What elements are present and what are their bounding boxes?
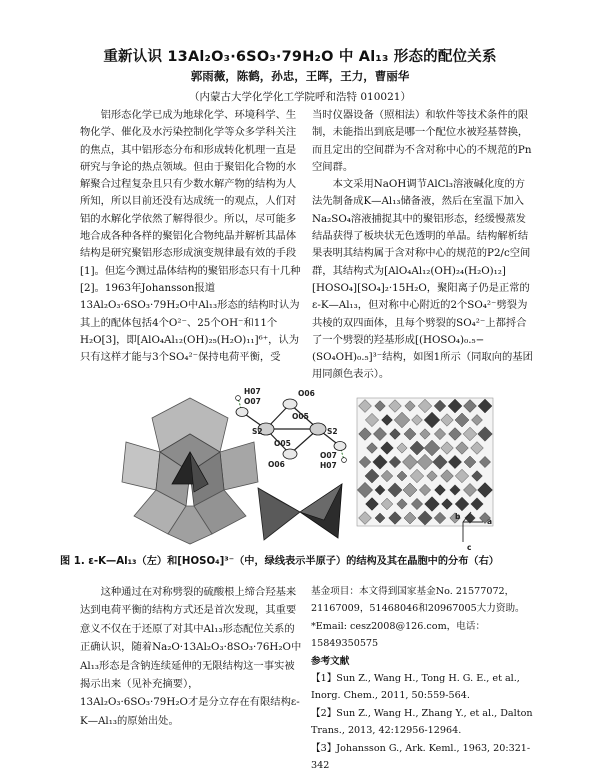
atom-label-o06b: O06: [268, 460, 285, 469]
axis-label-c: c: [467, 543, 472, 552]
footer-notes: [311, 583, 539, 774]
paragraph: 当时仪器设备（照相法）和软件等技术条件的限制，未能指出到底是哪一个配位水被羟基替换，而且定出的空间群为不含对称中心的不规范的Pn空间群。: [312, 109, 532, 173]
email-note: *Email: cesz2008@126.com，电话：15849350575: [311, 620, 486, 650]
body-column-left-top: [80, 107, 303, 366]
atom-label-h07b: H07: [320, 461, 337, 470]
body-column-right-top: [312, 107, 534, 384]
body-column-left-bottom: [80, 583, 302, 730]
axis-label-a: a: [487, 517, 493, 526]
atom-label-o05b: O05: [274, 439, 291, 448]
reference-item: 【3】Johansson G., Ark. Keml., 1963, 20:321-342: [311, 742, 531, 772]
atom-label-s2: S2: [252, 427, 263, 436]
figure-caption: 图 1. ε-K—Al₁₃（左）和[HOSO₄]³⁻（中，绿线表示半原子）的结构及其在晶胞中的分布（右）: [60, 556, 499, 567]
paragraph: 本文采用NaOH调节AlCl₃溶液碱化度的方法先制备成K—Al₁₃储备液，然后在室温下加入Na₂SO₄溶液捕捉其中的聚铝形态，经缓慢蒸发结晶获得了板块状无色透明的单晶。结构解析结果表明其结构属于含对称中心的规范的P2/c空间群，其结构式为[AlO₄Al₁₂(OH)₂₄(H₂O)₁₂][HOSO₄][SO₄]₂·15H₂O，聚阳离子仍是正常的ε-K—Al₁₃，但对称中心附近的2个SO₄²⁻劈裂为共棱的双四面体，且每个劈裂的SO₄²⁻上都捋合了一个劈裂的羟基形成[(HOSO₄)₀.₅−(SO₄OH)₀.₅]³⁻结构，如图1所示（同取向的基团用同颜色表示）。: [312, 178, 533, 381]
atom-label-o05: O05: [292, 412, 309, 421]
axis-label-b: b: [455, 512, 461, 521]
atom-label-h07: H07: [244, 387, 261, 396]
hoso4-ellipsoid-figure: [228, 384, 353, 474]
reference-item: 【2】Sun Z., Wang H., Zhang Y., et al., Dalton Trans., 2013, 42:12956-12964.: [311, 707, 533, 737]
reference-item: 【1】Sun Z., Wang H., Tong H. G. E., et al., Inorg. Chem., 2011, 50:559-564.: [311, 673, 520, 702]
paragraph: 这种通过在对称劈裂的硫酸根上缔合羟基来达到电荷平衡的结构方式还是首次发现，其重要意义不仅在于还原了对其中Al₁₃形态配位关系的正确认识，随着Na₂O·13Al₂O₃·8SO₃·76H₂O中Al₁₃形态是含钠连续延伸的无限结构这一事实被揭示出来（见补充摘要），13Al₂O₃·6SO₃·79H₂O才是分立存在有限结构ε-K—Al₁₃的原始出处。: [80, 586, 302, 727]
atom-label-o07: O07: [244, 397, 261, 406]
atom-label-o06: O06: [298, 389, 315, 398]
unit-cell-packing-figure: [355, 394, 500, 554]
references-heading: 参考文献: [311, 655, 350, 667]
affiliation: （内蒙古大学化学化工学院呼和浩特 010021）: [189, 91, 411, 103]
double-tetrahedra-figure: [228, 470, 368, 552]
atom-label-o07b: O07: [320, 451, 337, 460]
author-list: 郭雨薇，陈鹤，孙忠，王晖，王力，曹丽华: [190, 69, 410, 83]
paper-title: 重新认识 13Al₂O₃·6SO₃·79H₂O 中 Al₁₃ 形态的配位关系: [103, 49, 497, 65]
paragraph: 铝形态化学已成为地球化学、环境科学、生物化学、催化及水污染控制化学等众多学科关注的焦点，其中铝形态分布和形成转化机理一直是研究与争论的热点领域。但由于聚铝化合物的水解聚合过程复杂且只有少数水解产物的结构为人所知，所以目前还没有达成统一的观点，人们对铝的水解化学依然了解得很少。所以，尽可能多地合成各种各样的聚铝化合物纯晶并解析其晶体结构是研究聚铝形态形成演变规律最有效的手段[1]。但迄今测过晶体结构的聚铝形态只有十几种[2]。1963年Johansson报道13Al₂O₃·6SO₃·79H₂O中Al₁₃形态的结构时认为其上的配体包括4个O²⁻、25个OH⁻和11个H₂O[3]，即[AlO₄Al₁₂(OH)₂₅(H₂O)₁₁]⁶⁺，认为只有这样才能与3个SO₄²⁻保持电荷平衡，受: [80, 109, 301, 364]
funding-note: 基金项目：本文得到国家基金No. 21577072，21167009，51468046和20967005大力资助。: [311, 586, 525, 615]
atom-label-s2b: S2: [327, 427, 338, 436]
